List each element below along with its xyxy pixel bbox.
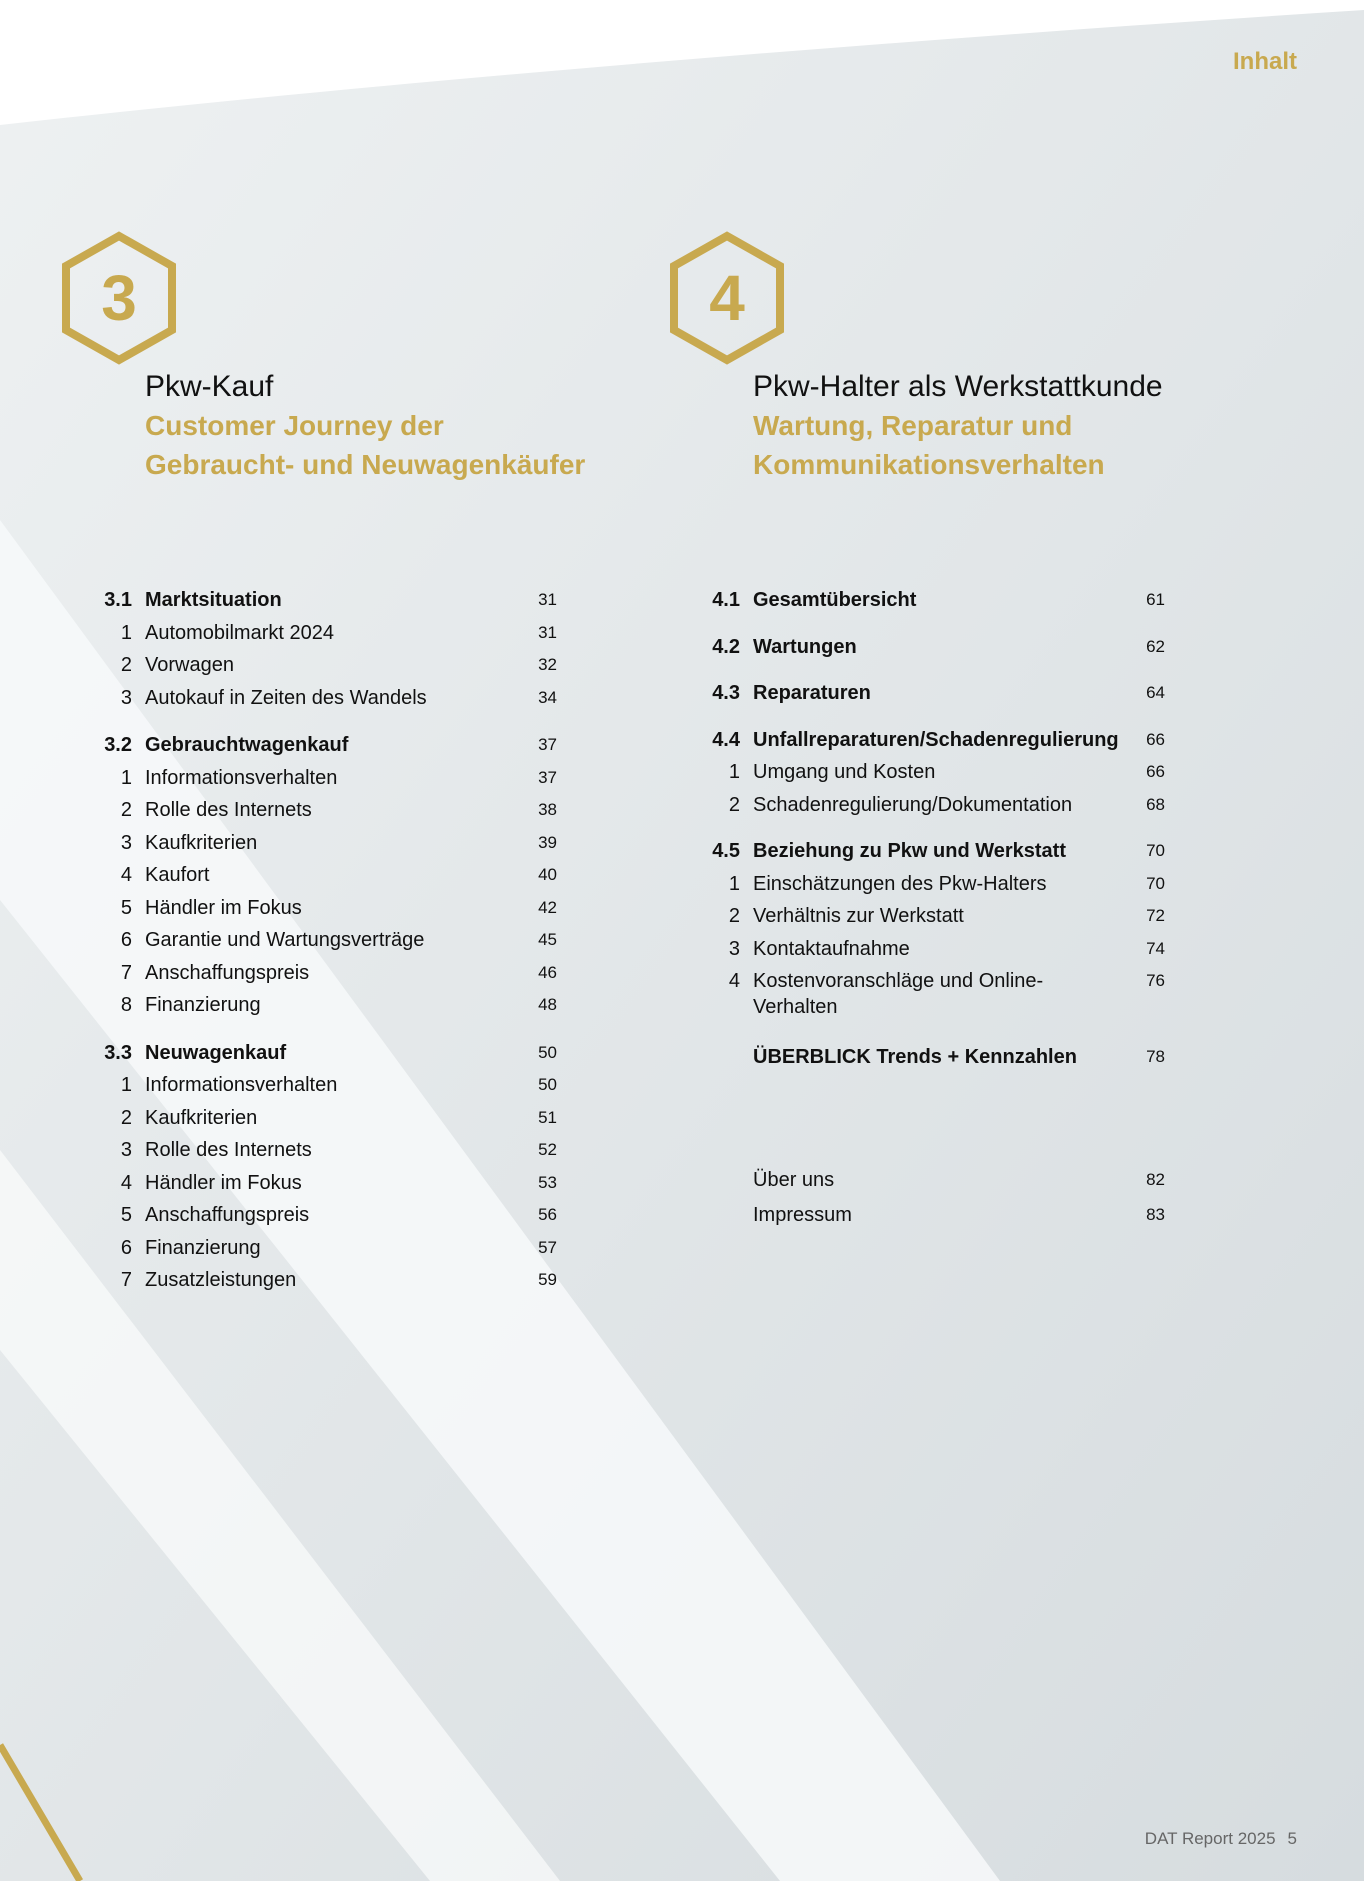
toc-entry-label: Anschaffungspreis — [145, 1204, 310, 1226]
toc-entry-label: Anschaffungspreis — [145, 961, 310, 984]
section-label: Inhalt — [1233, 48, 1297, 75]
toc-section-entry[interactable] — [695, 835, 1165, 868]
toc-entry-number: 2 — [120, 799, 132, 821]
toc-entry-number: 1 — [728, 761, 740, 783]
page-footer — [1145, 1829, 1297, 1849]
toc-entry-number: 3 — [728, 937, 740, 960]
toc-entry[interactable] — [87, 1264, 557, 1297]
toc-section-entry[interactable] — [695, 631, 1165, 664]
toc-entry[interactable] — [695, 965, 1165, 1021]
toc-entry-page: 66 — [1146, 762, 1165, 781]
toc-entry-label: Marktsituation — [145, 589, 282, 611]
toc-entry[interactable] — [87, 1199, 557, 1232]
toc-section-entry[interactable] — [695, 1041, 1165, 1074]
toc-entry[interactable] — [87, 924, 557, 957]
toc-entry-label: Händler im Fokus — [145, 1171, 302, 1194]
toc-entry-label: Informationsverhalten — [145, 766, 338, 789]
toc-entry-page: 74 — [1146, 938, 1165, 958]
toc-entry[interactable] — [87, 649, 557, 682]
toc-entry-number: 4.3 — [712, 682, 740, 704]
toc-entry-number: 7 — [120, 1269, 132, 1291]
toc-entry[interactable] — [87, 1232, 557, 1265]
toc-entry-page: 53 — [538, 1172, 557, 1192]
toc-entry-number: 4.5 — [712, 840, 740, 862]
toc-entry-page: 34 — [538, 687, 557, 707]
toc-section-entry[interactable] — [87, 1037, 557, 1070]
toc-entry-label: Verhältnis zur Werkstatt — [753, 905, 964, 927]
toc-entry-label: Autokauf in Zeiten des Wandels — [145, 686, 427, 709]
toc-entry-label: Wartungen — [753, 635, 857, 658]
toc-entry[interactable] — [87, 1134, 557, 1167]
toc-entry-label: Kontaktaufnahme — [753, 937, 910, 960]
toc-entry-page: 32 — [538, 655, 557, 674]
toc-entry-number: 3.1 — [104, 589, 132, 611]
toc-entry-page: 52 — [538, 1140, 557, 1159]
toc-entry-page: 37 — [538, 767, 557, 787]
toc-entry[interactable] — [87, 617, 557, 650]
toc-entry[interactable] — [87, 989, 557, 1022]
chapter-number: 3 — [101, 262, 137, 334]
toc-entry-number: 7 — [120, 961, 132, 984]
toc-entry-label: Neuwagenkauf — [145, 1041, 287, 1064]
toc-entry-number: 2 — [728, 793, 740, 816]
toc-entry-page: 59 — [538, 1270, 557, 1289]
toc-entry-label: Kaufkriterien — [145, 1106, 258, 1129]
toc-entry-label: Händler im Fokus — [145, 896, 302, 919]
toc-entry-label: Finanzierung — [145, 1236, 261, 1259]
toc-entry-number: 3.3 — [104, 1041, 132, 1064]
toc-entry-label: ÜBERBLICK Trends + Kennzahlen — [753, 1046, 1077, 1068]
toc-entry-label: Einschätzungen des Pkw-Halters — [753, 872, 1047, 895]
toc-section-entry[interactable] — [87, 729, 557, 762]
toc-entry[interactable] — [87, 794, 557, 827]
toc-entry-page: 42 — [538, 897, 557, 917]
toc-entry-label: Reparaturen — [753, 682, 871, 704]
chapter-4-heading — [753, 368, 1163, 484]
toc-entry[interactable] — [695, 900, 1165, 933]
toc-entry[interactable] — [87, 1069, 557, 1102]
toc-entry-number: 3 — [120, 1139, 132, 1161]
toc-entry-page: 45 — [538, 930, 557, 949]
chapter-title: Pkw-Kauf — [145, 370, 274, 403]
toc-entry[interactable] — [695, 1199, 1165, 1232]
toc-entry-number: 3 — [120, 831, 132, 854]
toc-entry-page: 68 — [1146, 794, 1165, 814]
toc-entry-page: 39 — [538, 832, 557, 852]
chapter-3-badge — [59, 230, 179, 366]
toc-entry-label: Rolle des Internets — [145, 799, 312, 821]
toc-entry-number: 4.1 — [712, 589, 740, 611]
toc-entry[interactable] — [695, 756, 1165, 789]
toc-entry-page: 82 — [1146, 1169, 1165, 1189]
toc-entry-number: 8 — [120, 994, 132, 1016]
toc-entry-label: Automobilmarkt 2024 — [145, 621, 334, 644]
toc-entry-page: 38 — [538, 800, 557, 819]
toc-entry-page: 56 — [538, 1205, 557, 1224]
toc-entry-page: 51 — [538, 1107, 557, 1127]
report-name: DAT Report 2025 — [1144, 1829, 1276, 1848]
toc-entry-page: 31 — [538, 622, 557, 642]
toc-entry-number: 1 — [120, 766, 132, 789]
chapter-subtitle-line: Gebraucht- und Neuwagenkäufer — [145, 449, 586, 480]
toc-entry-page: 62 — [1146, 636, 1165, 656]
toc-entry-number: 2 — [120, 1106, 132, 1129]
toc-entry-number: 2 — [120, 654, 132, 676]
toc-entry-label: Kaufkriterien — [145, 831, 258, 854]
toc-entry-number: 4.4 — [712, 728, 740, 751]
page-number: 5 — [1287, 1829, 1297, 1848]
toc-section-entry[interactable] — [695, 724, 1165, 757]
toc-entry-page: 66 — [1146, 729, 1165, 749]
toc-entry-number: 6 — [120, 929, 132, 951]
toc-entry-label: Beziehung zu Pkw und Werkstatt — [753, 840, 1066, 862]
toc-entry[interactable] — [695, 933, 1165, 966]
toc-entry-number: 4.2 — [712, 635, 740, 658]
toc-entry-page: 61 — [1146, 590, 1165, 609]
toc-entry-number: 3 — [120, 686, 132, 709]
toc-entry[interactable] — [695, 1164, 1165, 1197]
toc-entry-number: 1 — [120, 621, 132, 644]
toc-entry-label: Gesamtübersicht — [753, 589, 917, 611]
toc-entry-label: Kostenvoranschläge und Online-Verhalten — [753, 970, 1044, 1018]
toc-entry-number: 1 — [728, 872, 740, 895]
chapter-4-badge — [667, 230, 787, 366]
toc-entry-number: 4 — [728, 970, 740, 992]
toc-entry-number: 1 — [120, 1074, 132, 1096]
toc-entry-number: 5 — [120, 896, 132, 919]
chapter-number: 4 — [709, 262, 745, 334]
toc-entry-page: 76 — [1146, 971, 1165, 990]
toc-entry-page: 70 — [1146, 873, 1165, 893]
toc-entry-label: Informationsverhalten — [145, 1074, 338, 1096]
toc-entry-page: 37 — [538, 735, 557, 754]
toc-section-entry[interactable] — [695, 677, 1165, 710]
toc-entry-page: 83 — [1146, 1205, 1165, 1224]
toc-entry[interactable] — [87, 1102, 557, 1135]
toc-entry-label: Impressum — [753, 1204, 852, 1226]
toc-entry[interactable] — [87, 957, 557, 990]
toc-entry-number: 4 — [120, 864, 132, 886]
toc-entry-page: 50 — [538, 1042, 557, 1062]
toc-section-entry[interactable] — [87, 584, 557, 617]
toc-entry-page: 64 — [1146, 683, 1165, 702]
chapter-subtitle-line: Kommunikationsverhalten — [753, 449, 1105, 480]
toc-entry-label: Vorwagen — [145, 654, 234, 676]
chapter-subtitle-line: Wartung, Reparatur und — [753, 410, 1073, 441]
toc-entry-number: 5 — [120, 1204, 132, 1226]
toc-entry-page: 46 — [538, 962, 557, 982]
toc-entry-label: Finanzierung — [145, 994, 261, 1016]
toc-entry-page: 48 — [538, 995, 557, 1014]
toc-entry-number: 3.2 — [104, 734, 132, 756]
toc-entry-page: 57 — [538, 1237, 557, 1257]
toc-entry-label: Kaufort — [145, 864, 210, 886]
toc-entry-label: Umgang und Kosten — [753, 761, 936, 783]
toc-entry-label: Rolle des Internets — [145, 1139, 312, 1161]
toc-entry-page: 31 — [538, 590, 557, 609]
toc-entry[interactable] — [87, 827, 557, 860]
toc-entry-page: 50 — [538, 1075, 557, 1094]
toc-entry-number: 6 — [120, 1236, 132, 1259]
toc-entry-page: 70 — [1146, 841, 1165, 860]
toc-entry[interactable] — [87, 762, 557, 795]
toc-entry-label: Unfallreparaturen/Schadenregulierung — [753, 728, 1119, 751]
toc-entry[interactable] — [695, 789, 1165, 822]
toc-entry[interactable] — [87, 859, 557, 892]
toc-entry-page: 72 — [1146, 906, 1165, 925]
toc-entry[interactable] — [87, 682, 557, 715]
toc-entry-label: Gebrauchtwagenkauf — [145, 734, 349, 756]
toc-entry-label: Schadenregulierung/Dokumentation — [753, 793, 1073, 816]
toc-entry-label: Über uns — [753, 1168, 835, 1191]
chapter-title: Pkw-Halter als Werkstattkunde — [753, 370, 1163, 403]
toc-entry-number: 2 — [728, 905, 740, 927]
toc-entry[interactable] — [87, 892, 557, 925]
chapter-subtitle-line: Customer Journey der — [145, 410, 444, 441]
toc-entry-page: 40 — [538, 865, 557, 884]
toc-entry-label: Zusatzleistungen — [145, 1269, 297, 1291]
toc-list-chapter-3 — [87, 584, 557, 1297]
toc-entry[interactable] — [87, 1167, 557, 1200]
toc-entry-page: 78 — [1146, 1047, 1165, 1066]
chapter-3-heading — [145, 368, 585, 484]
toc-entry[interactable] — [695, 868, 1165, 901]
toc-section-entry[interactable] — [695, 584, 1165, 617]
toc-entry-label: Garantie und Wartungsverträge — [145, 929, 425, 951]
toc-list-chapter-4 — [695, 584, 1165, 1232]
toc-entry-number: 4 — [120, 1171, 132, 1194]
